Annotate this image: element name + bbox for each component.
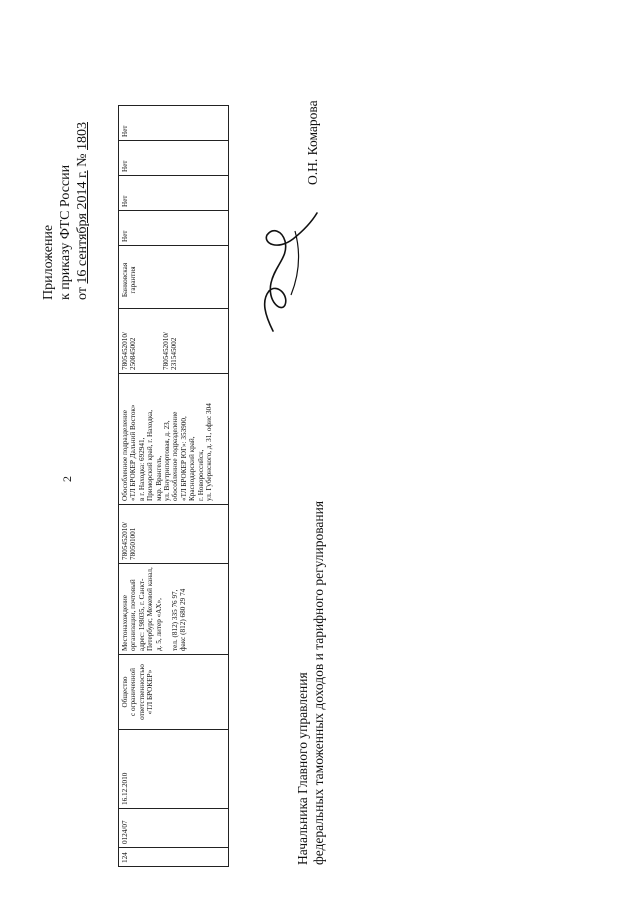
- branches: Обособленное подразделение «ТЛ БРОКЕР Дальний Восток» в г. Находка: 692941, Приморский край, г. Находка, мкр. Врангель, ул. Внутрипортовая, д. 23, обособленное подразделение «ТЛ БРОКЕР ЮГ»: 353900, Краснодарский край, г. Новороссийск, ул. Губернского, д. 31, офис 304: [119, 374, 229, 505]
- registration-date: 16.12.2010: [119, 730, 229, 809]
- signatory-title-line2: федеральных таможенных доходов и тарифного регулирования: [311, 500, 326, 865]
- appendix-number: 1803: [75, 122, 90, 150]
- organization-location: Местонахождение организации, почтовый адрес: 198035, г. Санкт- Петербург, Межевой канал, д. 5, литер «АХ», тел. (812) 335 76 97, факс (812) 680 29 74: [119, 564, 229, 655]
- signatory-title-line1: Начальника Главного управления: [295, 672, 310, 865]
- appendix-line1: Приложение: [41, 224, 56, 300]
- handwritten-signature: [255, 205, 325, 335]
- appendix-no-label: №: [75, 153, 90, 167]
- guarantee-type: Банковская гарантия: [119, 246, 229, 309]
- row-number: 124: [119, 848, 229, 867]
- appendix-date-line: [74, 122, 91, 300]
- page-number: 2: [60, 476, 74, 482]
- signer-name: О.Н. Комарова: [305, 100, 320, 185]
- branch-inn-kpp: 7805452010/ 250845002 7805452010/ 231545002: [119, 309, 229, 374]
- appendix-line2: к приказу ФТС России: [58, 164, 73, 300]
- table-row: [119, 106, 229, 867]
- appendix-header: [40, 122, 91, 300]
- col-no-1: Нет: [119, 211, 229, 246]
- registration-number: 0124/07: [119, 809, 229, 848]
- appendix-date: 16 сентября 2014 г.: [75, 170, 90, 284]
- inn-kpp: 7805452010/ 780501001: [119, 505, 229, 564]
- registry-table: [118, 105, 229, 867]
- organization-name: Общество с ограниченной ответственностью «ТЛ БРОКЕР»: [119, 655, 229, 730]
- signatory-title: [295, 501, 327, 865]
- col-no-3: Нет: [119, 141, 229, 176]
- appendix-from: от: [75, 287, 90, 300]
- col-no-2: Нет: [119, 176, 229, 211]
- col-no-4: Нет: [119, 106, 229, 141]
